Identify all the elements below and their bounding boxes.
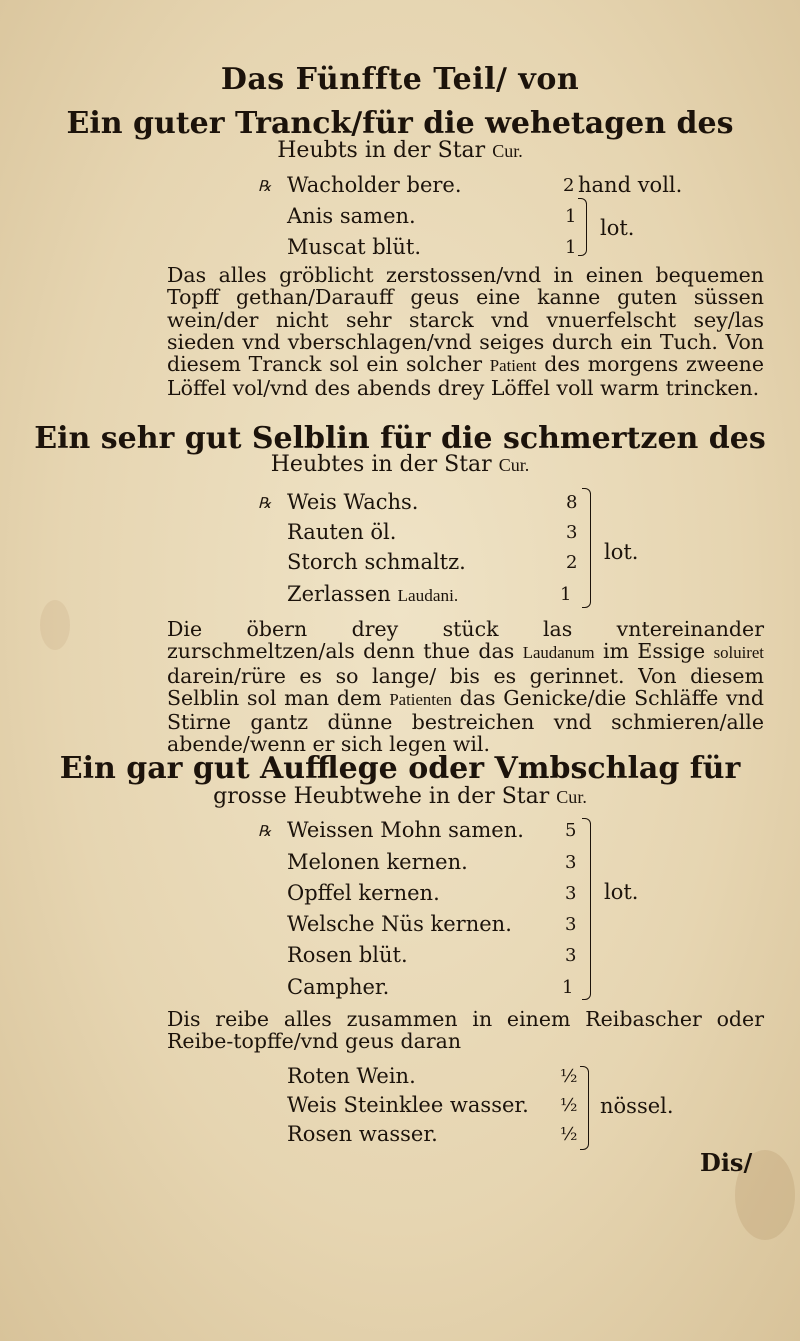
ingredient-name: Weissen Mohn samen. <box>287 818 524 842</box>
instruction-text: im Essige <box>594 639 714 664</box>
instruction-paragraph <box>167 618 764 756</box>
section-3-heading: Ein gar gut Aufflege oder Vmbschlag für <box>59 751 741 786</box>
ingredient-unit: hand voll. <box>578 173 683 197</box>
ingredient-row <box>0 912 800 942</box>
grouping-brace <box>580 1066 589 1150</box>
recipe-symbol: ℞ <box>258 177 272 195</box>
ingredient-qty: 2 <box>566 552 578 573</box>
group-unit: lot. <box>604 880 639 904</box>
ingredient-name: Anis samen. <box>287 204 416 228</box>
ingredient-row <box>0 943 800 973</box>
instruction-text: darein/rüre es so lange/ bis es gerinnet. Von diesem Selblin sol man dem <box>167 663 764 710</box>
recipe-symbol: ℞ <box>258 822 272 840</box>
liquid-name: Rosen wasser. <box>287 1122 438 1146</box>
section-1-instructions <box>167 264 764 400</box>
group-unit: lot. <box>604 540 639 564</box>
section-1-subheading <box>0 138 800 164</box>
grouping-brace <box>578 198 587 256</box>
instruction-latin: Patient <box>489 356 537 376</box>
instruction-text: das Genicke/die Schläffe vnd Stirne gantz dünne bestreichen vnd schmieren/alle abende/wenn er sich legen wil. <box>167 685 765 757</box>
ingredient-name: Wacholder bere. <box>287 173 462 197</box>
ingredient-name: Melonen kernen. <box>287 850 468 874</box>
ingredient-row <box>0 520 800 550</box>
subheading-latin: Cur. <box>492 141 523 161</box>
liquid-row <box>0 1093 800 1123</box>
ingredient-row <box>0 490 800 520</box>
instruction-text: Das alles gröblicht zerstossen/vnd in einen bequemen Topff gethan/Darauff geus eine kanne guten süssen wein/der nicht sehr starck vnd vnuerfelscht sey/las sieden vnd vberschlagen/vnd seiges durch ein Tuch. Von diesem Tranck sol ein solcher <box>167 263 764 377</box>
liquid-qty: ½ <box>560 1066 578 1087</box>
liquid-unit: nössel. <box>600 1094 674 1118</box>
ingredient-row <box>0 850 800 880</box>
instruction-latin: Patienten <box>389 689 452 709</box>
section-3-instructions <box>167 1008 764 1053</box>
instruction-text: Die öbern drey stück las vntereinander zurschmeltzen/als denn thue das <box>167 617 764 664</box>
section-2-instructions <box>167 618 764 756</box>
ingredient-name: Welsche Nüs kernen. <box>287 912 512 936</box>
subheading-text: Heubtes in der Star <box>270 452 492 477</box>
ingredient-row <box>0 235 800 265</box>
liquid-name: Roten Wein. <box>287 1064 416 1088</box>
ingredient-row <box>0 173 800 203</box>
running-head: Das Fünffte Teil/ von <box>220 62 580 97</box>
recipe-symbol: ℞ <box>258 494 272 512</box>
ingredient-qty: 1 <box>565 206 577 227</box>
ingredient-qty: 3 <box>565 945 577 966</box>
ingredient-qty: 1 <box>565 237 577 258</box>
liquid-name: Weis Steinklee wasser. <box>287 1093 529 1117</box>
ingredient-name-de: Zerlassen <box>287 582 391 606</box>
instruction-latin: soluiret <box>713 643 764 663</box>
ingredient-name: Weis Wachs. <box>287 490 419 514</box>
group-unit: lot. <box>600 216 635 240</box>
section-2-subheading <box>0 452 800 478</box>
ingredient-row <box>0 975 800 1005</box>
ingredient-row <box>0 582 800 612</box>
subheading-text: Heubts in der Star <box>277 138 486 163</box>
ingredient-name <box>287 582 458 606</box>
ingredient-qty: 5 <box>565 820 577 841</box>
liquid-qty: ½ <box>560 1124 578 1145</box>
ingredient-qty: 8 <box>566 492 578 513</box>
ingredient-qty: 2 <box>563 175 575 196</box>
instruction-text: des morgens zweene Löffel vol/vnd des abends drey Löffel voll warm trincken. <box>167 352 764 401</box>
grouping-brace <box>582 488 591 608</box>
ingredient-name: Muscat blüt. <box>287 235 421 259</box>
ingredient-name: Opffel kernen. <box>287 881 440 905</box>
ingredient-qty: 3 <box>566 522 578 543</box>
subheading-latin: Cur. <box>498 455 530 475</box>
ingredient-name: Campher. <box>287 975 390 999</box>
ingredient-row <box>0 818 800 848</box>
subheading-latin: Cur. <box>556 787 587 807</box>
ingredient-name: Rosen blüt. <box>287 943 408 967</box>
ingredient-row <box>0 550 800 580</box>
section-3-subheading <box>0 784 800 810</box>
section-1-heading: Ein guter Tranck/für die wehetagen des <box>66 106 734 141</box>
ingredient-qty: 1 <box>562 977 574 998</box>
liquid-row <box>0 1122 800 1152</box>
instruction-latin: Laudanum <box>522 643 595 663</box>
ingredient-qty: 3 <box>565 914 577 935</box>
ingredient-qty: 3 <box>565 883 577 904</box>
ingredient-qty: 1 <box>560 584 572 605</box>
ingredient-qty: 3 <box>565 852 577 873</box>
catchword: Dis/ <box>700 1148 753 1177</box>
section-2-heading: Ein sehr gut Selblin für die schmertzen des <box>34 421 766 456</box>
ingredient-row <box>0 204 800 234</box>
instruction-paragraph: Dis reibe alles zusammen in einem Reibascher oder Reibe-topffe/vnd geus daran <box>167 1007 764 1054</box>
ingredient-name-latin: Laudani. <box>397 586 459 605</box>
liquid-qty: ½ <box>560 1095 578 1116</box>
instruction-paragraph <box>167 264 764 400</box>
liquid-row <box>0 1064 800 1094</box>
ingredient-name: Rauten öl. <box>287 520 397 544</box>
grouping-brace <box>582 818 591 1000</box>
ingredient-name: Storch schmaltz. <box>287 550 466 574</box>
subheading-text: grosse Heubtwehe in der Star <box>213 784 550 809</box>
ingredient-row <box>0 881 800 911</box>
